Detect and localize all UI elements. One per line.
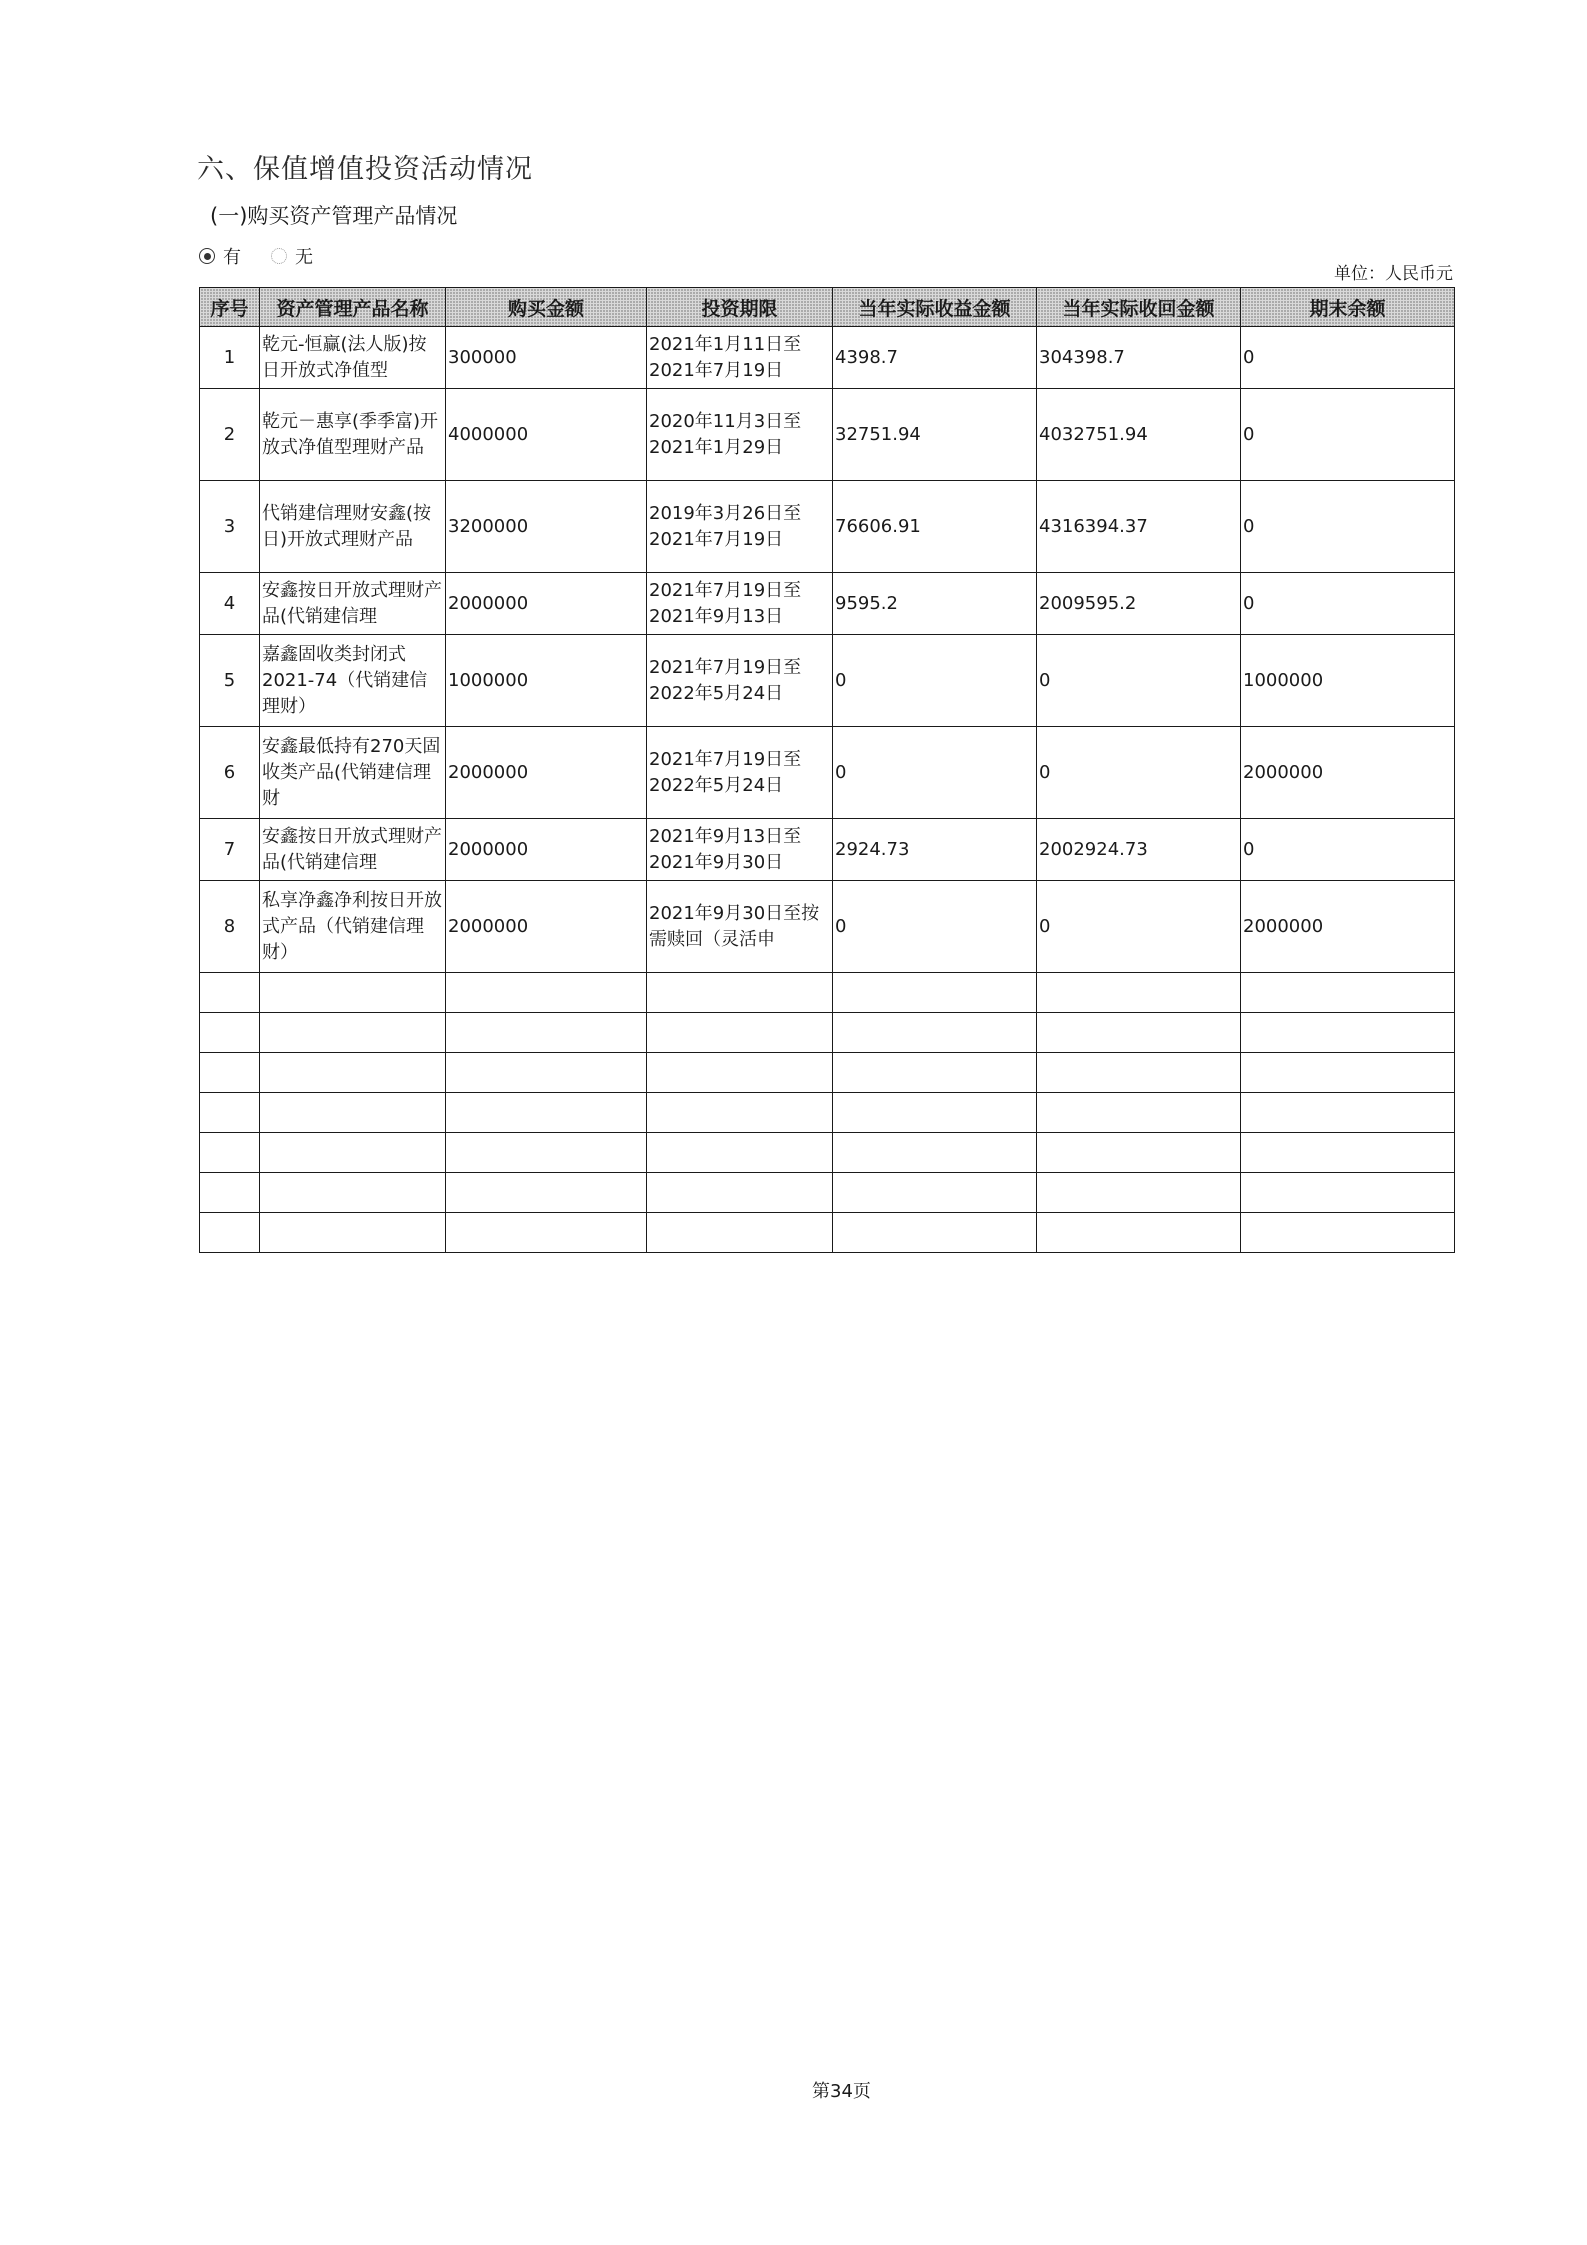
row-name [260, 327, 446, 389]
row-term [647, 573, 833, 635]
empty-cell [446, 1213, 647, 1253]
row-idx: 7 [200, 819, 260, 881]
empty-cell [647, 1213, 833, 1253]
empty-cell [200, 1173, 260, 1213]
row-amount: 4000000 [446, 389, 647, 481]
empty-cell [833, 1133, 1037, 1173]
empty-cell [1037, 1053, 1241, 1093]
empty-cell [1241, 973, 1455, 1013]
empty-row [200, 1093, 1455, 1133]
row-name-text: 安鑫按日开放式理财产品(代销建信理 [262, 825, 442, 873]
table-row [200, 727, 1455, 819]
empty-cell [260, 973, 446, 1013]
radio-no[interactable] [271, 248, 287, 264]
row-amount: 300000 [446, 327, 647, 389]
row-recovered: 2009595.2 [1037, 573, 1241, 635]
row-term [647, 327, 833, 389]
row-income: 32751.94 [833, 389, 1037, 481]
row-name [260, 881, 446, 973]
row-recovered: 4316394.37 [1037, 481, 1241, 573]
empty-cell [833, 1173, 1037, 1213]
row-term-text: 2021年7月19日至2022年5月24日 [649, 748, 802, 796]
row-term-text: 2021年9月30日至按需赎回（灵活申 [649, 902, 820, 950]
empty-cell [833, 1013, 1037, 1053]
row-amount: 1000000 [446, 635, 647, 727]
row-amount: 3200000 [446, 481, 647, 573]
row-name [260, 481, 446, 573]
row-idx: 5 [200, 635, 260, 727]
row-name-text: 私享净鑫净利按日开放式产品（代销建信理财） [262, 889, 442, 963]
empty-cell [1037, 1173, 1241, 1213]
row-idx: 4 [200, 573, 260, 635]
row-name [260, 819, 446, 881]
row-term [647, 481, 833, 573]
row-name-text: 安鑫最低持有270天固收类产品(代销建信理财 [262, 735, 441, 809]
row-balance: 1000000 [1241, 635, 1455, 727]
empty-row [200, 1173, 1455, 1213]
row-recovered: 0 [1037, 635, 1241, 727]
header-amount: 购买金额 [446, 288, 647, 327]
row-idx: 8 [200, 881, 260, 973]
empty-cell [1241, 1173, 1455, 1213]
row-amount: 2000000 [446, 819, 647, 881]
row-income: 4398.7 [833, 327, 1037, 389]
row-idx: 2 [200, 389, 260, 481]
row-recovered: 4032751.94 [1037, 389, 1241, 481]
radio-yes[interactable] [199, 248, 215, 264]
row-income: 0 [833, 881, 1037, 973]
row-name [260, 389, 446, 481]
header-recovered: 当年实际收回金额 [1037, 288, 1241, 327]
row-name [260, 635, 446, 727]
empty-cell [260, 1053, 446, 1093]
empty-cell [446, 1053, 647, 1093]
empty-cell [260, 1013, 446, 1053]
row-name [260, 573, 446, 635]
row-term-text: 2021年7月19日至2022年5月24日 [649, 656, 802, 704]
empty-cell [260, 1093, 446, 1133]
row-recovered: 0 [1037, 727, 1241, 819]
row-term-text: 2020年11月3日至2021年1月29日 [649, 410, 802, 458]
radio-no-label: 无 [295, 247, 313, 268]
empty-cell [1037, 973, 1241, 1013]
sub-title: (一)购买资产管理产品情况 [210, 204, 458, 228]
empty-cell [1241, 1013, 1455, 1053]
row-income: 0 [833, 727, 1037, 819]
empty-cell [446, 973, 647, 1013]
empty-cell [1037, 1093, 1241, 1133]
empty-cell [200, 1213, 260, 1253]
empty-row [200, 973, 1455, 1013]
row-name-text: 嘉鑫固收类封闭式2021-74（代销建信理财） [262, 643, 428, 717]
row-term [647, 881, 833, 973]
row-idx: 6 [200, 727, 260, 819]
table-row [200, 327, 1455, 389]
row-term-text: 2021年7月19日至2021年9月13日 [649, 579, 802, 627]
empty-cell [200, 1093, 260, 1133]
row-income: 0 [833, 635, 1037, 727]
radio-group [199, 243, 313, 269]
table-row [200, 389, 1455, 481]
row-term [647, 727, 833, 819]
header-idx: 序号 [200, 288, 260, 327]
table-row [200, 819, 1455, 881]
empty-cell [647, 1133, 833, 1173]
empty-cell [260, 1133, 446, 1173]
empty-cell [1241, 1053, 1455, 1093]
row-term-text: 2021年1月11日至2021年7月19日 [649, 333, 802, 381]
row-term-text: 2019年3月26日至2021年7月19日 [649, 502, 802, 550]
row-income: 9595.2 [833, 573, 1037, 635]
table-row [200, 481, 1455, 573]
empty-cell [446, 1133, 647, 1173]
empty-cell [647, 1173, 833, 1213]
header-income: 当年实际收益金额 [833, 288, 1037, 327]
row-name-text: 乾元－惠享(季季富)开放式净值型理财产品 [262, 410, 439, 458]
row-idx: 3 [200, 481, 260, 573]
empty-cell [260, 1213, 446, 1253]
row-balance: 0 [1241, 389, 1455, 481]
row-income: 2924.73 [833, 819, 1037, 881]
empty-cell [446, 1093, 647, 1133]
empty-cell [200, 1013, 260, 1053]
unit-label: 单位：人民币元 [1334, 264, 1453, 284]
row-term-text: 2021年9月13日至2021年9月30日 [649, 825, 802, 873]
empty-cell [200, 1133, 260, 1173]
empty-cell [446, 1173, 647, 1213]
row-name [260, 727, 446, 819]
row-amount: 2000000 [446, 573, 647, 635]
row-name-text: 安鑫按日开放式理财产品(代销建信理 [262, 579, 442, 627]
row-term [647, 635, 833, 727]
empty-row [200, 1213, 1455, 1253]
row-recovered: 304398.7 [1037, 327, 1241, 389]
empty-cell [200, 1053, 260, 1093]
header-term: 投资期限 [647, 288, 833, 327]
row-recovered: 2002924.73 [1037, 819, 1241, 881]
header-balance: 期末余额 [1241, 288, 1455, 327]
table-row [200, 881, 1455, 973]
row-amount: 2000000 [446, 727, 647, 819]
row-name-text: 代销建信理财安鑫(按日)开放式理财产品 [262, 502, 432, 550]
empty-cell [1037, 1013, 1241, 1053]
empty-cell [1241, 1133, 1455, 1173]
empty-row [200, 1133, 1455, 1173]
empty-cell [1241, 1213, 1455, 1253]
empty-cell [1241, 1093, 1455, 1133]
empty-cell [833, 1053, 1037, 1093]
empty-row [200, 1053, 1455, 1093]
empty-cell [200, 973, 260, 1013]
row-balance: 2000000 [1241, 727, 1455, 819]
empty-cell [647, 1053, 833, 1093]
header-row [200, 288, 1455, 327]
empty-cell [833, 1093, 1037, 1133]
empty-cell [1037, 1213, 1241, 1253]
row-recovered: 0 [1037, 881, 1241, 973]
table-row [200, 635, 1455, 727]
empty-cell [833, 1213, 1037, 1253]
empty-cell [647, 973, 833, 1013]
section-title: 六、保值增值投资活动情况 [197, 154, 533, 185]
row-income: 76606.91 [833, 481, 1037, 573]
table-row [200, 573, 1455, 635]
header-name: 资产管理产品名称 [260, 288, 446, 327]
row-balance: 0 [1241, 819, 1455, 881]
row-term [647, 819, 833, 881]
row-balance: 0 [1241, 573, 1455, 635]
empty-cell [1037, 1133, 1241, 1173]
asset-products-table [199, 287, 1455, 1253]
radio-yes-label: 有 [223, 247, 241, 268]
row-balance: 0 [1241, 481, 1455, 573]
row-term [647, 389, 833, 481]
empty-cell [833, 973, 1037, 1013]
page-number: 第34页 [812, 2081, 871, 2102]
empty-cell [647, 1013, 833, 1053]
row-amount: 2000000 [446, 881, 647, 973]
row-balance: 2000000 [1241, 881, 1455, 973]
row-name-text: 乾元-恒赢(法人版)按日开放式净值型 [262, 333, 427, 381]
empty-cell [260, 1173, 446, 1213]
empty-cell [446, 1013, 647, 1053]
empty-row [200, 1013, 1455, 1053]
row-idx: 1 [200, 327, 260, 389]
empty-cell [647, 1093, 833, 1133]
row-balance: 0 [1241, 327, 1455, 389]
